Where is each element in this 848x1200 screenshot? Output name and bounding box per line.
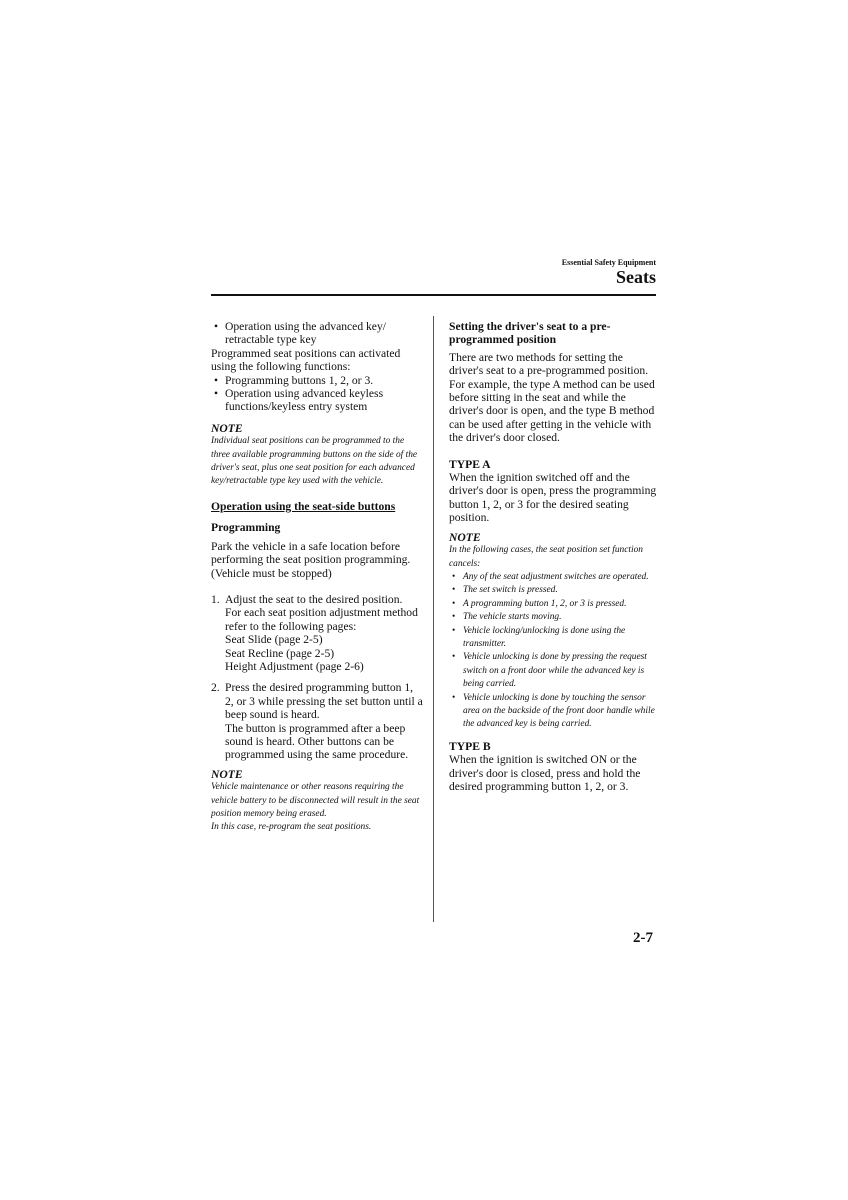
note-bullet: • The set switch is pressed. bbox=[449, 584, 659, 597]
sub-heading: Programming bbox=[211, 521, 281, 535]
note-bullet: • Vehicle locking/unlocking is done using the transmitter. bbox=[449, 625, 659, 652]
type-a-heading: TYPE A bbox=[449, 457, 491, 471]
left-column bbox=[211, 320, 423, 835]
step-number: 2. bbox=[211, 681, 220, 695]
header-rule bbox=[211, 294, 656, 296]
section-heading: Operation using the seat-side buttons bbox=[211, 499, 396, 513]
note-bullet: • The vehicle starts moving. bbox=[449, 611, 659, 624]
step-number: 1. bbox=[211, 592, 220, 606]
section-heading: Setting the driver's seat to a pre-programmed position bbox=[449, 320, 611, 347]
type-b-heading: TYPE B bbox=[449, 739, 491, 753]
note-bullet: • A programming button 1, 2, or 3 is pressed. bbox=[449, 598, 659, 611]
step-2 bbox=[211, 681, 423, 761]
note-text: Vehicle maintenance or other reasons requiring the vehicle battery to be disconnected will result in the seat position memory being erased. bbox=[211, 782, 420, 819]
step-1 bbox=[211, 593, 423, 673]
note-text: In this case, re-program the seat positions. bbox=[211, 822, 372, 833]
note-heading: NOTE bbox=[211, 767, 243, 781]
right-column bbox=[449, 320, 659, 793]
note-heading: NOTE bbox=[449, 530, 481, 544]
note-bullet: • Vehicle unlocking is done by pressing the request switch on a front door while the advanced key is being carried. bbox=[449, 651, 659, 691]
column-divider bbox=[433, 316, 434, 922]
paragraph: Park the vehicle in a safe location before performing the seat position programming. (Vehicle must be stopped) bbox=[211, 539, 411, 580]
step-line: The button is programmed after a beep sound is heard. Other buttons can be programmed using the same procedure. bbox=[225, 721, 409, 762]
section-label: Essential Safety Equipment bbox=[561, 258, 656, 267]
step-line: For each seat position adjustment method refer to the following pages: bbox=[225, 606, 418, 633]
paragraph: There are two methods for setting the driver's seat to a pre-programmed position. For example, the type A method can be used before sitting in the seat and while the driver's door is open, and the type B method can be used after getting in the vehicle with the driver's door closed. bbox=[449, 350, 655, 445]
intro-text: Programmed seat positions can activated using the following functions: bbox=[211, 346, 401, 374]
note-bullet: • Any of the seat adjustment switches are operated. bbox=[449, 571, 659, 584]
step-line: Adjust the seat to the desired position. bbox=[225, 592, 403, 606]
paragraph: When the ignition is switched ON or the driver's door is closed, press and hold the desired programming button 1, 2, or 3. bbox=[449, 753, 641, 793]
function-bullet: • Programming buttons 1, 2, or 3. bbox=[211, 374, 423, 387]
note-bullet: • Vehicle unlocking is done by touching the sensor area on the backside of the front door handle while the advanced key is being carried. bbox=[449, 692, 659, 732]
note-heading: NOTE bbox=[211, 421, 243, 435]
step-line: Height Adjustment (page 2-6) bbox=[225, 659, 364, 673]
step-line: Seat Slide (page 2-5) bbox=[225, 633, 323, 647]
intro-bullet: • Operation using the advanced key/ retractable type key bbox=[211, 320, 423, 347]
paragraph: When the ignition switched off and the driver's door is open, press the programming button 1, 2, or 3 for the desired seating position. bbox=[449, 471, 657, 525]
step-line: Press the desired programming button 1, 2, or 3 while pressing the set button until a beep sound is heard. bbox=[225, 681, 423, 722]
page-title: Seats bbox=[616, 267, 656, 287]
note-text: Individual seat positions can be programmed to the three available programming buttons on the side of the driver's seat, plus one seat position for each advanced key/retractable type key used with the vehicle. bbox=[211, 436, 418, 487]
function-bullet: • Operation using advanced keyless functions/keyless entry system bbox=[211, 387, 423, 414]
step-line: Seat Recline (page 2-5) bbox=[225, 646, 335, 660]
page-number: 2-7 bbox=[633, 930, 653, 946]
note-text: In the following cases, the seat position set function cancels: bbox=[449, 545, 643, 569]
